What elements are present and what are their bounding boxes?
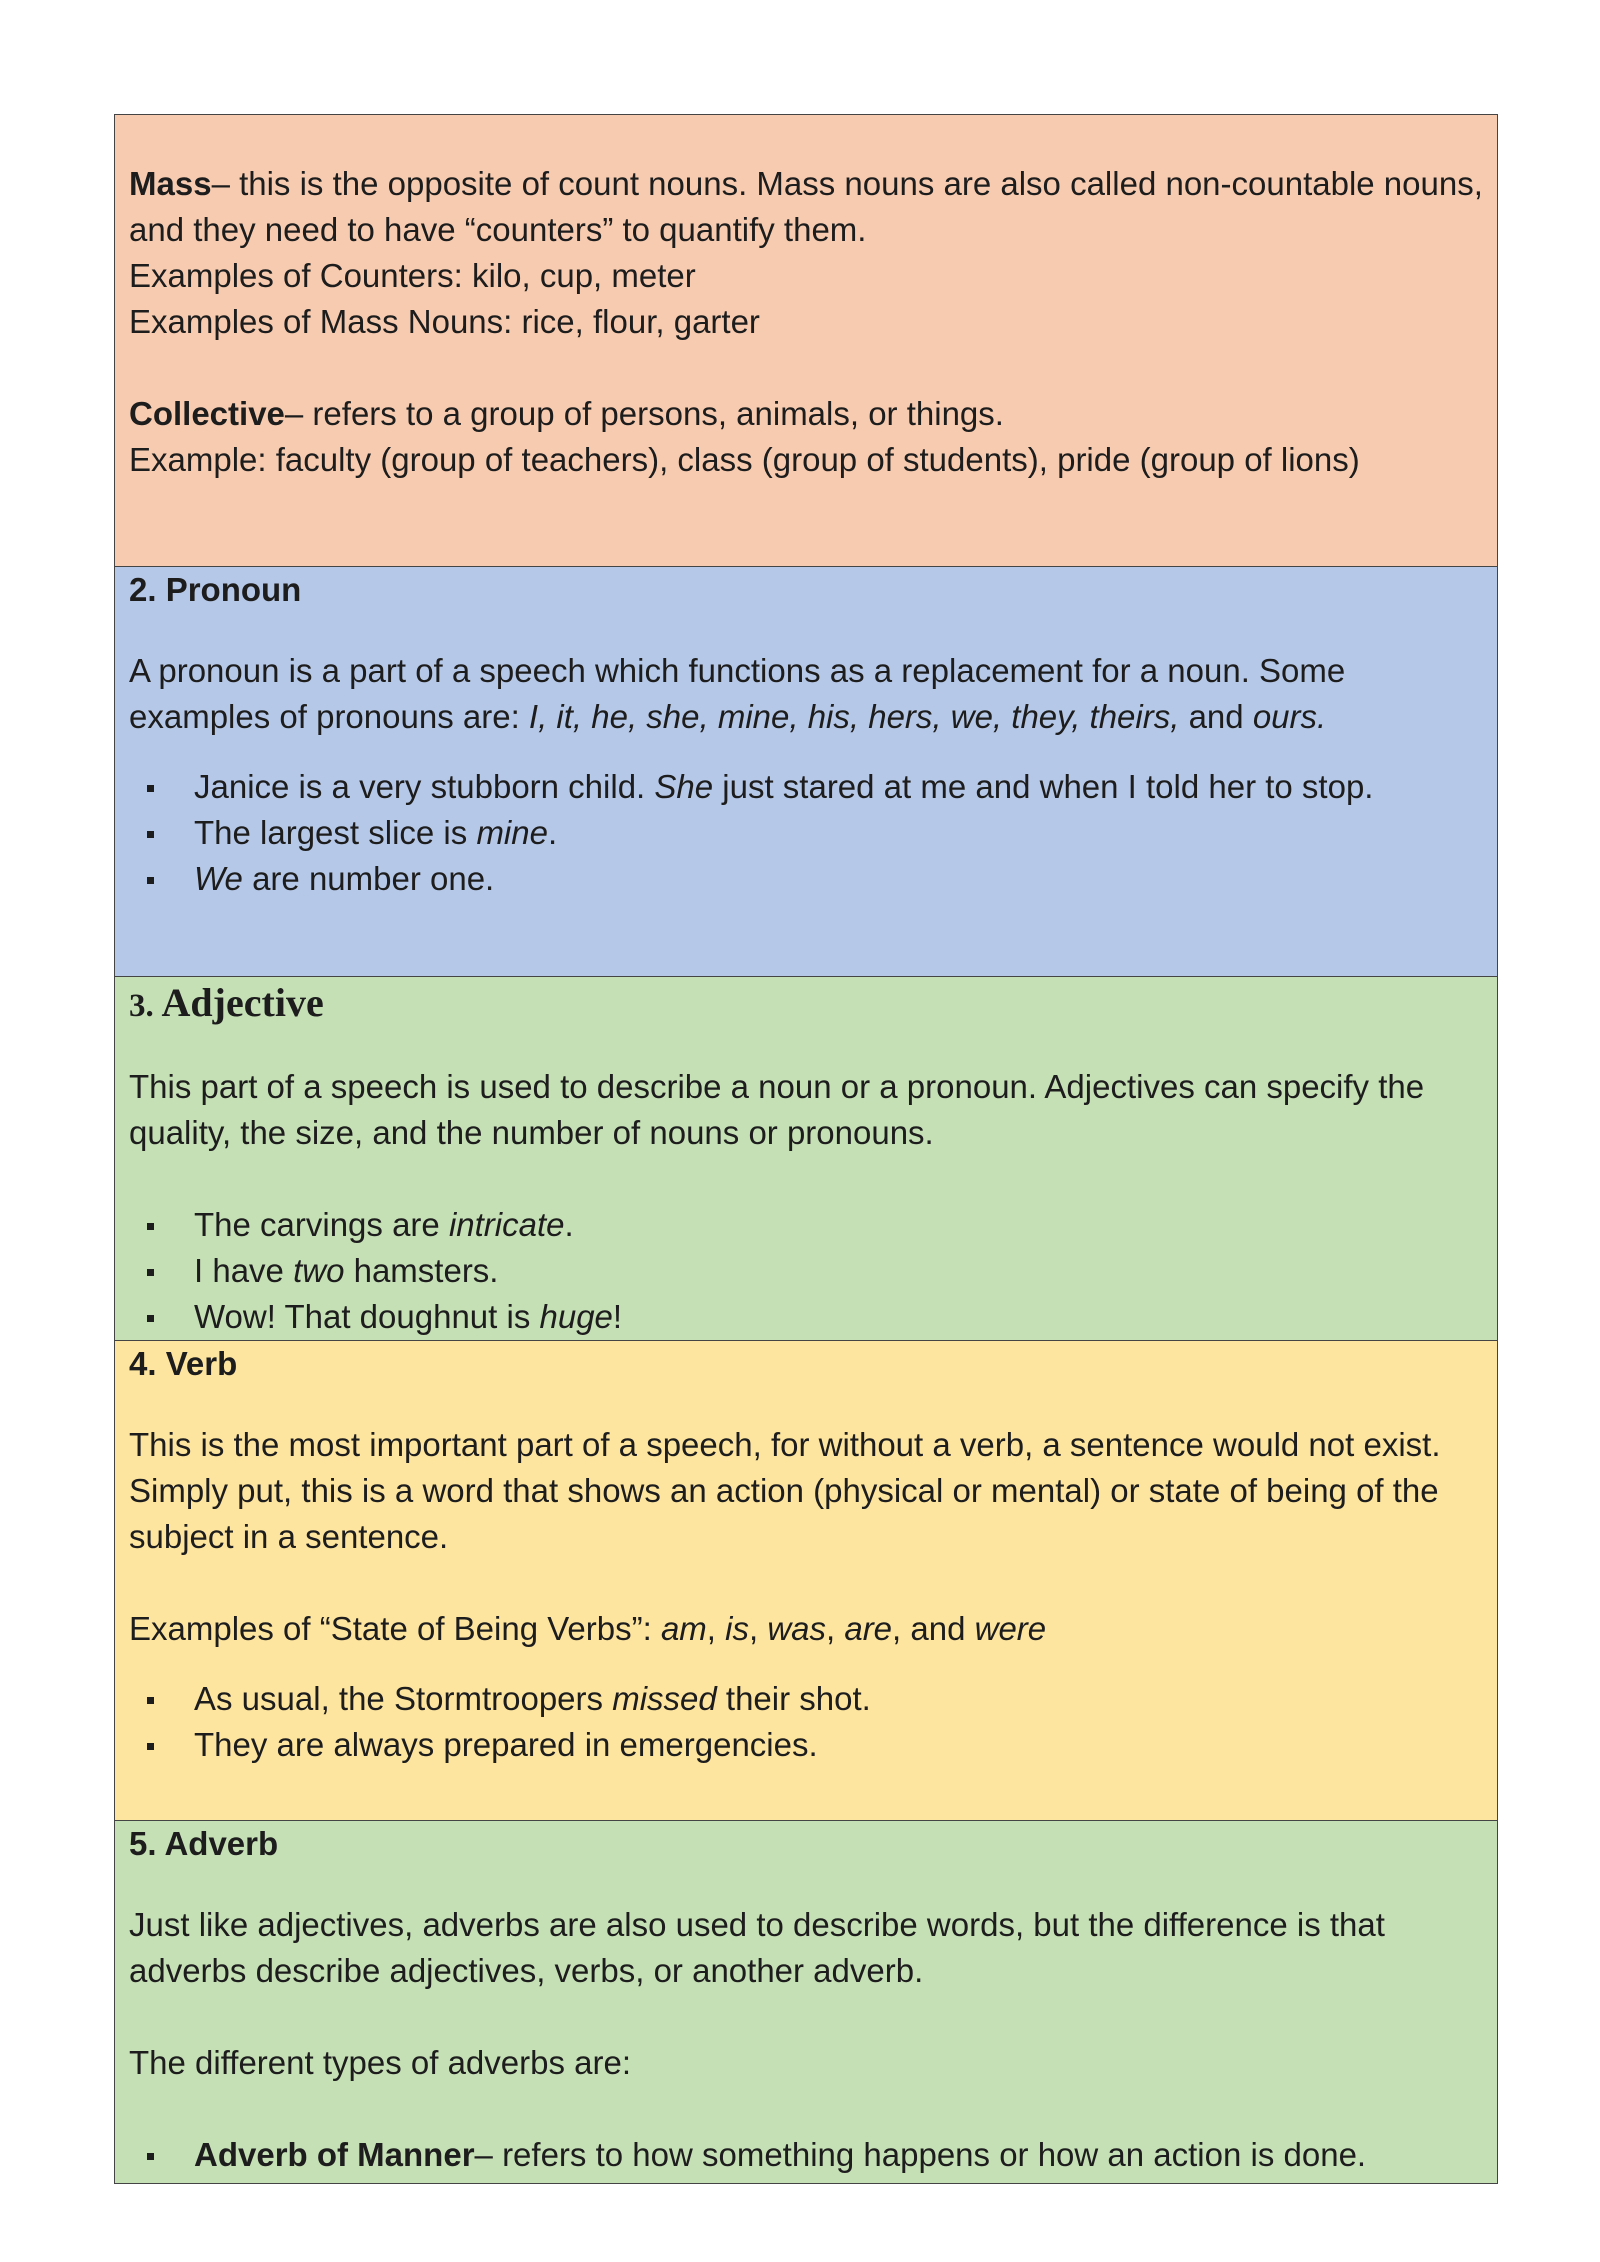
verb-section: [115, 1341, 1497, 1821]
adjective-section: [115, 977, 1497, 1341]
verb-description: This is the most important part of a speech, for without a verb, a sentence would not exist. Simply put, this is a word that shows an action (physical or mental) or state of being of the subject in a sentence.: [129, 1426, 1441, 1555]
pronoun-description: A pronoun is a part of a speech which functions as a replacement for a noun. Some examples of pronouns are: I, it, he, she, mine, his, hers, we, they, theirs, and ours.: [129, 652, 1346, 735]
bullet-icon: [147, 877, 154, 884]
pronoun-section: [115, 567, 1497, 977]
collective-desc: – refers to a group of persons, animals, or things.: [284, 395, 1004, 432]
bullet-icon: [147, 785, 154, 792]
verb-heading: 4. Verb: [129, 1345, 238, 1382]
collective-term: Collective: [129, 395, 285, 432]
adjective-description: This part of a speech is used to describe a noun or a pronoun. Adjectives can specify the quality, the size, and the number of nouns or pronouns.: [129, 1068, 1425, 1151]
bullet-icon: [147, 1269, 154, 1276]
verb-example-list: [129, 1676, 1483, 1768]
adverb-section: [115, 1821, 1497, 2183]
grammar-table: [114, 114, 1498, 2184]
bullet-icon: [147, 1697, 154, 1704]
bullet-icon: [147, 831, 154, 838]
list-item: Janice is a very stubborn child. She just stared at me and when I told her to stop.: [129, 764, 1483, 810]
collective-example: Example: faculty (group of teachers), class (group of students), pride (group of lions): [129, 441, 1360, 478]
list-item: Adverb of Manner– refers to how something happens or how an action is done.: [129, 2132, 1483, 2178]
list-item: Wow! That doughnut is huge!: [129, 1294, 1483, 1340]
list-item: I have two hamsters.: [129, 1248, 1483, 1294]
state-of-being-examples: Examples of “State of Being Verbs”: am, is, was, are, and were: [129, 1610, 1047, 1647]
bullet-icon: [147, 1743, 154, 1750]
list-item: They are always prepared in emergencies.: [129, 1722, 1483, 1768]
adverb-type-list: [129, 2132, 1483, 2178]
mass-definition: [129, 161, 1483, 253]
adjective-example-list: [129, 1202, 1483, 1340]
bullet-icon: [147, 2153, 154, 2160]
list-item: As usual, the Stormtroopers missed their shot.: [129, 1676, 1483, 1722]
mass-desc: – this is the opposite of count nouns. Mass nouns are also called non-countable nouns, and they need to have “counters” to quantify them.: [129, 165, 1483, 248]
adjective-heading: 3. Adjective: [129, 980, 324, 1025]
adverb-description: Just like adjectives, adverbs are also used to describe words, but the difference is that adverbs describe adjectives, verbs, or another adverb.: [129, 1906, 1385, 1989]
list-item: The largest slice is mine.: [129, 810, 1483, 856]
pronoun-examples: I, it, he, she, mine, his, hers, we, they, theirs,: [528, 698, 1180, 735]
list-item: The carvings are intricate.: [129, 1202, 1483, 1248]
adverb-heading: 5. Adverb: [129, 1825, 279, 1862]
pronoun-heading: 2. Pronoun: [129, 571, 302, 608]
mass-collective-section: [115, 115, 1497, 567]
mass-term: Mass: [129, 165, 212, 202]
pronoun-example-list: [129, 764, 1483, 902]
adverb-types-intro: The different types of adverbs are:: [129, 2044, 632, 2081]
list-item: We are number one.: [129, 856, 1483, 902]
collective-definition: [129, 391, 1483, 437]
bullet-icon: [147, 1315, 154, 1322]
bullet-icon: [147, 1223, 154, 1230]
counters-examples: Examples of Counters: kilo, cup, meter: [129, 257, 696, 294]
mass-noun-examples: Examples of Mass Nouns: rice, flour, garter: [129, 303, 760, 340]
